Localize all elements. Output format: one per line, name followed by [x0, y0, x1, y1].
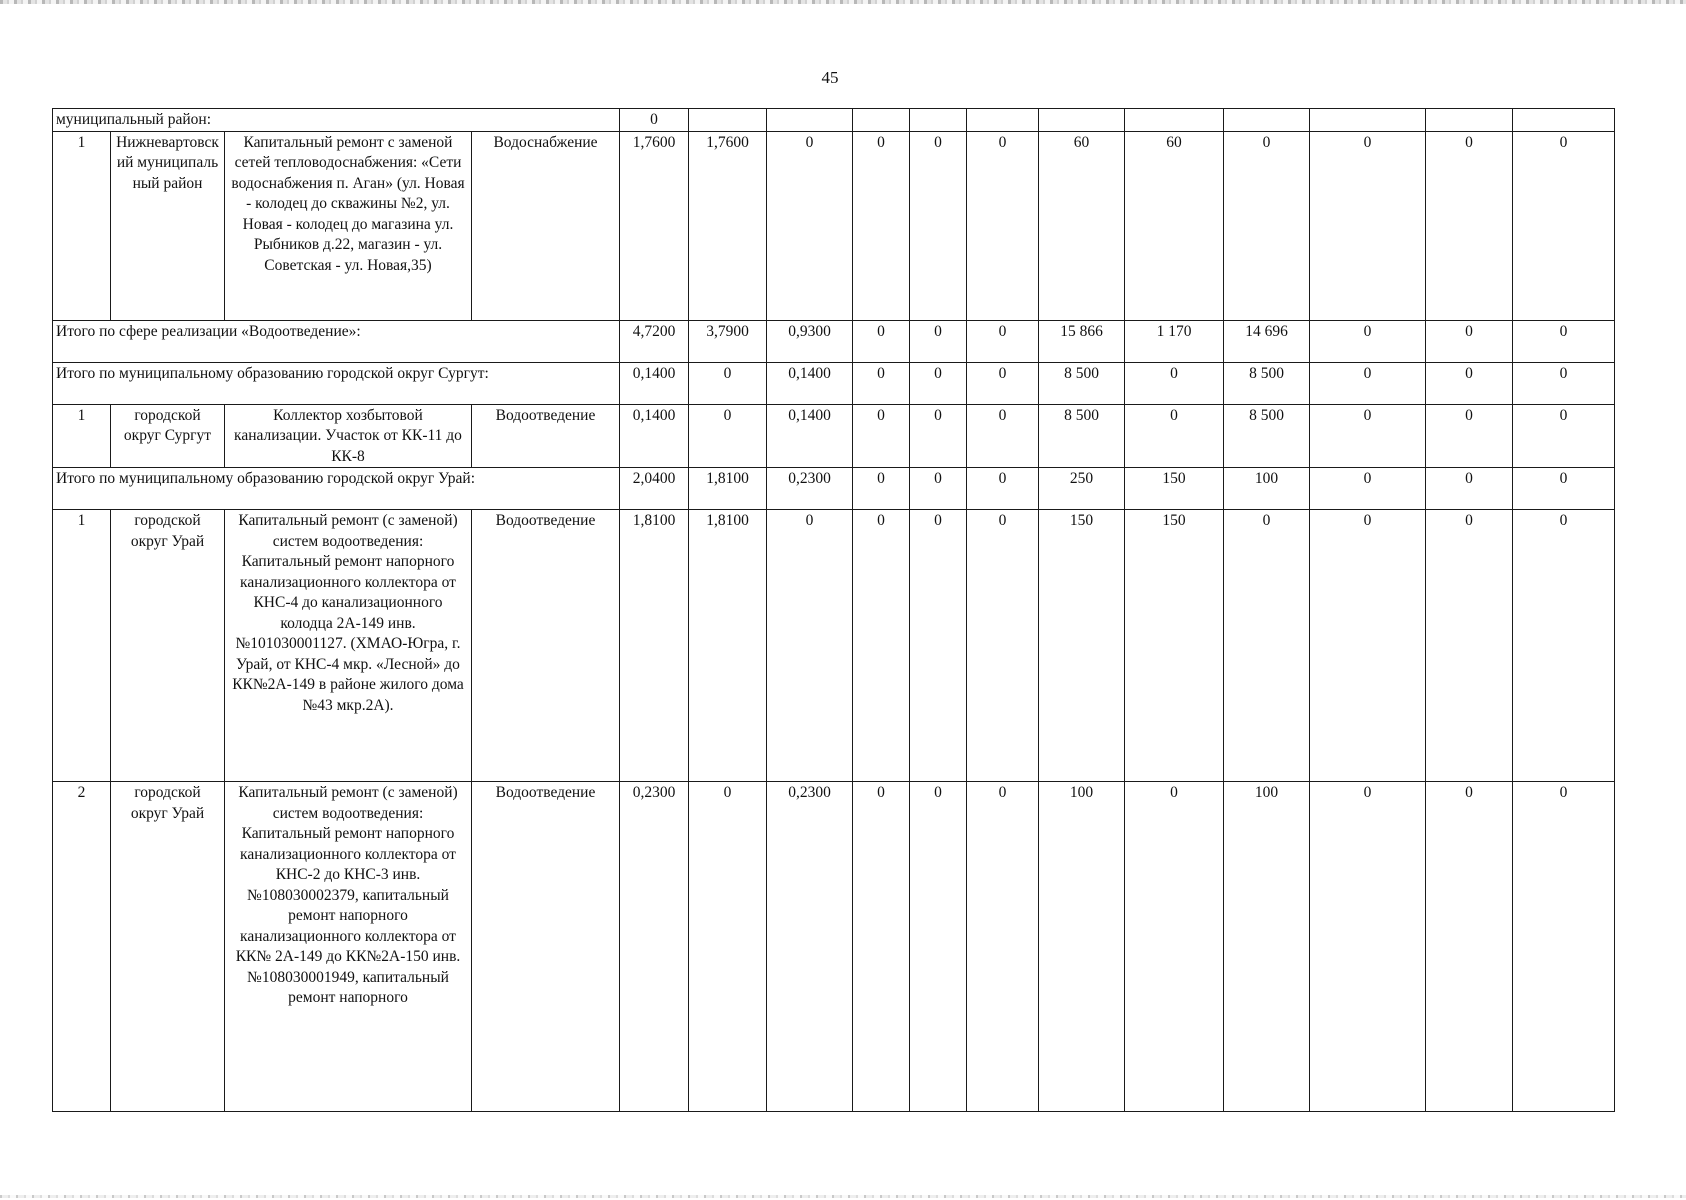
empty-cell: [967, 109, 1039, 132]
value-cell: 0: [853, 320, 910, 362]
scan-edge-bottom: [0, 1195, 1686, 1198]
municipality-cell: Нижневартовский муниципальный район: [111, 131, 225, 320]
row-number: 2: [53, 782, 111, 1112]
value-cell: 60: [1125, 131, 1224, 320]
row-number: 1: [53, 510, 111, 782]
value-cell: 0: [1426, 468, 1513, 510]
value-cell: 0: [767, 510, 853, 782]
page-number: 45: [821, 68, 839, 87]
value-cell: 15 866: [1039, 320, 1125, 362]
continued-row: [53, 109, 1615, 132]
empty-cell: [1039, 109, 1125, 132]
value-cell: 0: [689, 782, 767, 1112]
value-cell: 250: [1039, 468, 1125, 510]
value-cell: 150: [1125, 468, 1224, 510]
value-cell: 0,9300: [767, 320, 853, 362]
value-cell: 0: [910, 404, 967, 468]
sphere-cell: Водоснабжение: [472, 131, 620, 320]
value-cell: 0: [910, 131, 967, 320]
description-cell: Капитальный ремонт (с заменой) систем водоотведения: Капитальный ремонт напорного канализационного коллектора от КНС-4 до канализационного колодца 2А-149 инв.№101030001127. (ХМАО-Югра, г. Урай, от КНС-4 мкр. «Лесной» до КК№2А-149 в районе жилого дома №43 мкр.2А).: [225, 510, 472, 782]
value-cell: 0: [1513, 468, 1615, 510]
value-cell: 0: [1310, 404, 1426, 468]
continued-value: 0: [620, 109, 689, 132]
value-cell: 1,8100: [620, 510, 689, 782]
description-cell: Коллектор хозбытовой канализации. Участок от КК-11 до КК-8: [225, 404, 472, 468]
value-cell: 0: [1125, 362, 1224, 404]
row-number: 1: [53, 131, 111, 320]
value-cell: 0: [853, 468, 910, 510]
value-cell: 0: [1125, 404, 1224, 468]
table-row-uray-1: [53, 510, 1615, 782]
value-cell: 2,0400: [620, 468, 689, 510]
empty-cell: [910, 109, 967, 132]
total-label: Итого по муниципальному образованию городской округ Сургут:: [53, 362, 620, 404]
value-cell: 0,2300: [767, 468, 853, 510]
value-cell: 0: [1513, 362, 1615, 404]
value-cell: 0: [1513, 131, 1615, 320]
value-cell: 0: [1310, 320, 1426, 362]
value-cell: 0: [1310, 131, 1426, 320]
value-cell: 0: [853, 782, 910, 1112]
value-cell: 0: [967, 131, 1039, 320]
value-cell: 0: [853, 131, 910, 320]
empty-cell: [767, 109, 853, 132]
value-cell: 0: [767, 131, 853, 320]
value-cell: 0: [853, 404, 910, 468]
value-cell: 0: [1125, 782, 1224, 1112]
value-cell: 0,1400: [620, 362, 689, 404]
program-table: [52, 108, 1615, 1112]
empty-cell: [1125, 109, 1224, 132]
value-cell: 8 500: [1039, 362, 1125, 404]
value-cell: 0: [1426, 362, 1513, 404]
value-cell: 150: [1125, 510, 1224, 782]
value-cell: 0: [689, 404, 767, 468]
empty-cell: [853, 109, 910, 132]
table-row-surgut: [53, 404, 1615, 468]
value-cell: 3,7900: [689, 320, 767, 362]
continued-label: муниципальный район:: [53, 109, 620, 132]
table-row-uray-2: [53, 782, 1615, 1112]
value-cell: 1,8100: [689, 468, 767, 510]
value-cell: 1,8100: [689, 510, 767, 782]
sphere-cell: Водоотведение: [472, 782, 620, 1112]
value-cell: 0: [967, 404, 1039, 468]
value-cell: 0: [1224, 131, 1310, 320]
value-cell: 0: [967, 510, 1039, 782]
value-cell: 0: [910, 468, 967, 510]
value-cell: 1,7600: [689, 131, 767, 320]
value-cell: 1,7600: [620, 131, 689, 320]
total-label: Итого по муниципальному образованию городской округ Урай:: [53, 468, 620, 510]
value-cell: 0,1400: [620, 404, 689, 468]
row-number: 1: [53, 404, 111, 468]
value-cell: 0: [967, 468, 1039, 510]
value-cell: 100: [1039, 782, 1125, 1112]
empty-cell: [1426, 109, 1513, 132]
value-cell: 0: [1310, 362, 1426, 404]
value-cell: 1 170: [1125, 320, 1224, 362]
value-cell: 0: [1513, 320, 1615, 362]
value-cell: 0: [1513, 510, 1615, 782]
value-cell: 4,7200: [620, 320, 689, 362]
value-cell: 0: [910, 320, 967, 362]
empty-cell: [1224, 109, 1310, 132]
sphere-cell: Водоотведение: [472, 510, 620, 782]
value-cell: 0: [853, 510, 910, 782]
description-cell: Капитальный ремонт (с заменой) систем водоотведения: Капитальный ремонт напорного канализационного коллектора от КНС-2 до КНС-3 инв.№108030002379, капитальный ремонт напорного канализационного коллектора от КК№ 2А-149 до КК№2А-150 инв.№108030001949, капитальный ремонт напорного: [225, 782, 472, 1112]
value-cell: 0: [1426, 320, 1513, 362]
total-row-drainage: [53, 320, 1615, 362]
value-cell: 0: [1310, 468, 1426, 510]
value-cell: 0: [853, 362, 910, 404]
value-cell: 60: [1039, 131, 1125, 320]
description-cell: Капитальный ремонт с заменой сетей тепловодоснабжения: «Сети водоснабжения п. Аган» (ул. Новая - колодец до скважины №2, ул. Новая - колодец до магазина ул. Рыбников д.22, магазин - ул. Советская - ул. Новая,35): [225, 131, 472, 320]
sphere-cell: Водоотведение: [472, 404, 620, 468]
municipality-cell: городской округ Урай: [111, 510, 225, 782]
value-cell: 0: [910, 782, 967, 1112]
municipality-cell: городской округ Сургут: [111, 404, 225, 468]
value-cell: 0: [967, 362, 1039, 404]
scan-edge-top: [0, 0, 1686, 4]
value-cell: 14 696: [1224, 320, 1310, 362]
value-cell: 0: [1224, 510, 1310, 782]
value-cell: 0: [1426, 404, 1513, 468]
empty-cell: [1310, 109, 1426, 132]
value-cell: 0: [1310, 510, 1426, 782]
value-cell: 100: [1224, 782, 1310, 1112]
value-cell: 0: [967, 320, 1039, 362]
value-cell: 100: [1224, 468, 1310, 510]
value-cell: 0: [1513, 782, 1615, 1112]
municipality-cell: городской округ Урай: [111, 782, 225, 1112]
total-label: Итого по сфере реализации «Водоотведение»:: [53, 320, 620, 362]
value-cell: 0: [689, 362, 767, 404]
value-cell: 0: [1426, 782, 1513, 1112]
empty-cell: [689, 109, 767, 132]
value-cell: 8 500: [1039, 404, 1125, 468]
value-cell: 0,2300: [767, 782, 853, 1112]
value-cell: 0: [1310, 782, 1426, 1112]
value-cell: 8 500: [1224, 404, 1310, 468]
table-row-aghan: [53, 131, 1615, 320]
empty-cell: [1513, 109, 1615, 132]
value-cell: 0: [967, 782, 1039, 1112]
total-row-surgut: [53, 362, 1615, 404]
total-row-uray: [53, 468, 1615, 510]
value-cell: 0: [910, 510, 967, 782]
value-cell: 0: [1513, 404, 1615, 468]
value-cell: 0: [1426, 131, 1513, 320]
value-cell: 8 500: [1224, 362, 1310, 404]
value-cell: 0,1400: [767, 362, 853, 404]
value-cell: 0: [1426, 510, 1513, 782]
value-cell: 150: [1039, 510, 1125, 782]
value-cell: 0: [910, 362, 967, 404]
value-cell: 0,2300: [620, 782, 689, 1112]
value-cell: 0,1400: [767, 404, 853, 468]
